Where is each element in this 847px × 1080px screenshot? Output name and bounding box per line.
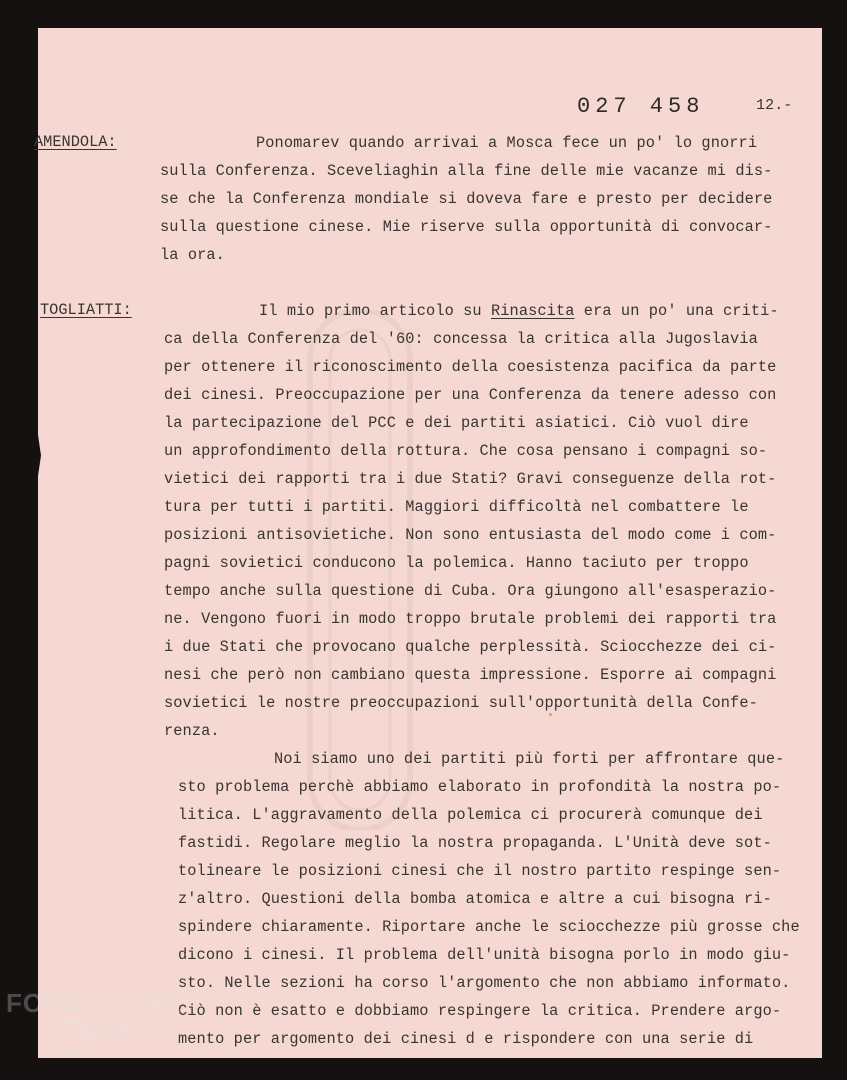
speaker-togliatti: TOGLIATTI: — [40, 301, 132, 319]
text-line: vietici dei rapporti tra i due Stati? Gravi conseguenze della rot- — [164, 470, 777, 488]
text-line: renza. — [164, 722, 220, 740]
text-line: sulla questione cinese. Mie riserve sulla opportunità di convocar- — [160, 218, 773, 236]
text-line: dicono i cinesi. Il problema dell'unità bisogna porlo in modo giu- — [178, 946, 791, 964]
text-fragment: Il mio primo articolo su — [259, 302, 491, 320]
text-line-first — [259, 297, 779, 325]
text-line: tempo anche sulla questione di Cuba. Ora giungono all'esasperazio- — [164, 582, 777, 600]
text-line: z'altro. Questioni della bomba atomica e altre a cui bisogna ri- — [178, 890, 772, 908]
text-line: tolineare le posizioni cinesi che il nostro partito respinge sen- — [178, 862, 782, 880]
text-line: Ponomarev quando arrivai a Mosca fece un po' lo gnorri — [256, 134, 758, 152]
document-number: 027 458 — [577, 94, 705, 119]
logo-g-ring-icon — [52, 1018, 90, 1056]
text-line: dei cinesi. Preoccupazione per una Conferenza da tenere adesso con — [164, 386, 777, 404]
text-line: i due Stati che provocano qualche perplessità. Sciocchezze dei ci- — [164, 638, 777, 656]
text-line: la ora. — [160, 246, 225, 264]
text-line: tura per tutti i partiti. Maggiori difficoltà nel combattere le — [164, 498, 749, 516]
page-number: 12.- — [756, 97, 793, 114]
text-line: spindere chiaramente. Riportare anche le sciocchezze più grosse che — [178, 918, 800, 936]
text-line: Noi siamo uno dei partiti più forti per affrontare que- — [274, 750, 785, 768]
foundation-logo-watermark — [6, 988, 188, 1046]
text-line: sulla Conferenza. Sceveliaghin alla fine delle mie vacanze mi dis- — [160, 162, 773, 180]
text-fragment: era un po' una criti- — [574, 302, 779, 320]
text-line: per ottenere il riconoscimento della coesistenza pacifica da parte — [164, 358, 777, 376]
text-line: nesi che però non cambiano questa impressione. Esporre ai compagni — [164, 666, 777, 684]
text-line: un approfondimento della rottura. Che cosa pensano i compagni so- — [164, 442, 768, 460]
text-line: posizioni antisovietiche. Non sono entusiasta del modo come i com- — [164, 526, 777, 544]
text-line: ca della Conferenza del '60: concessa la critica alla Jugoslavia — [164, 330, 758, 348]
text-line: litica. L'aggravamento della polemica ci procurerà comunque dei — [178, 806, 763, 824]
text-line: la partecipazione del PCC e dei partiti asiatici. Ciò vuol dire — [164, 414, 749, 432]
text-line: ne. Vengono fuori in modo troppo brutale problemi dei rapporti tra — [164, 610, 777, 628]
text-line: mento per argomento dei cinesi d e rispondere con una serie di — [178, 1030, 754, 1048]
speaker-amendola: AMENDOLA: — [34, 133, 117, 151]
publication-title-rinascita: Rinascita — [491, 302, 575, 320]
text-line: sovietici le nostre preoccupazioni sull'opportunità della Confe- — [164, 694, 758, 712]
logo-line-2: RAMSCI — [68, 1015, 177, 1045]
logo-line-1: FONDAZIONE — [6, 988, 188, 1018]
text-line: fastidi. Regolare meglio la nostra propaganda. L'Unità deve sot- — [178, 834, 772, 852]
text-line: Ciò non è esatto e dobbiamo respingere la critica. Prendere argo- — [178, 1002, 782, 1020]
text-line: se che la Conferenza mondiale si doveva fare e presto per decidere — [160, 190, 773, 208]
text-line: sto. Nelle sezioni ha corso l'argomento che non abbiamo informato. — [178, 974, 791, 992]
text-line: sto problema perchè abbiamo elaborato in profondità la nostra po- — [178, 778, 782, 796]
text-line: pagni sovietici conducono la polemica. Hanno taciuto per troppo — [164, 554, 749, 572]
